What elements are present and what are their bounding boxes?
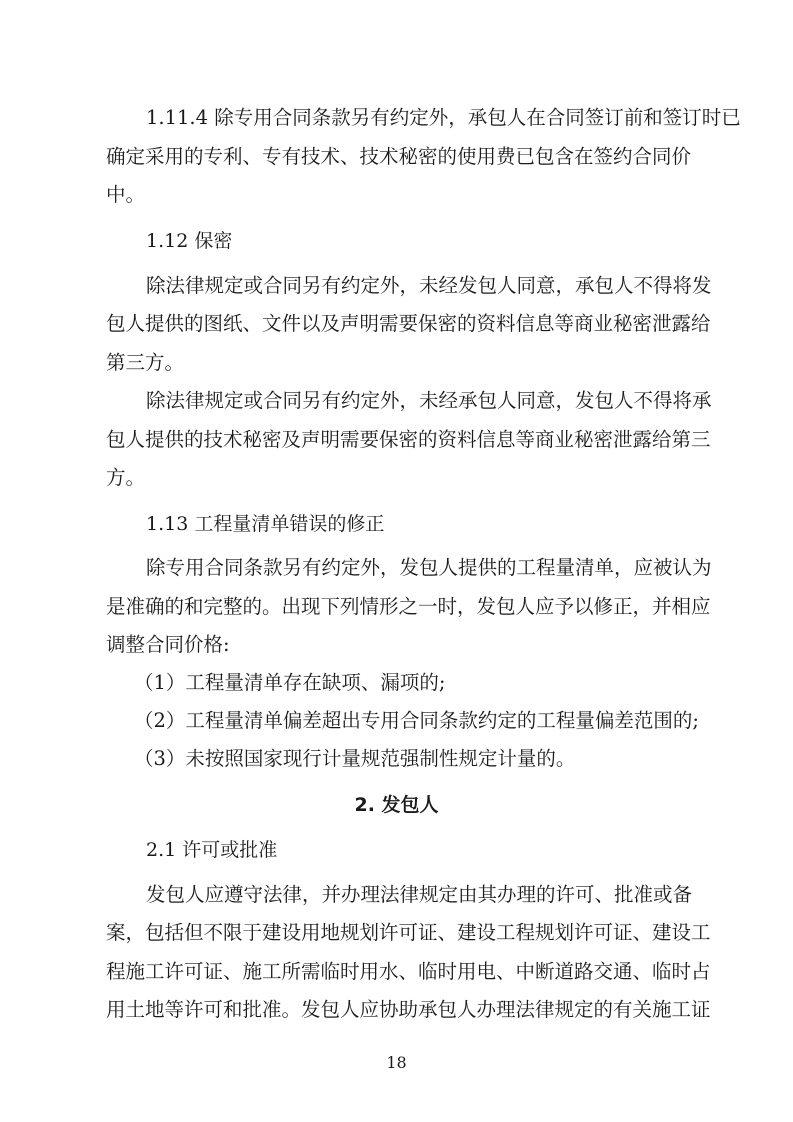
list-item: （2）工程量清单偏差超出专用合同条款约定的工程量偏差范围的; <box>134 709 699 732</box>
clause-1-11-4-line-3: 中。 <box>106 183 146 206</box>
list-item: （3）未按照国家现行计量规范强制性规定计量的。 <box>134 747 576 770</box>
section-number: 1.13 <box>146 513 189 535</box>
section-heading-2-1 <box>146 838 686 862</box>
paragraph-line: 除法律规定或合同另有约定外，未经发包人同意，承包人不得将发 <box>146 274 712 297</box>
paragraph-line: 包人提供的技术秘密及声明需要保密的资料信息等商业秘密泄露给第三 <box>106 428 711 451</box>
paragraph-line: 包人提供的图纸、文件以及声明需要保密的资料信息等商业秘密泄露给 <box>106 312 711 335</box>
section-number: 1.12 <box>146 230 189 252</box>
paragraph-line: 第三方。 <box>106 351 185 374</box>
paragraph-line: 调整合同价格: <box>106 633 230 656</box>
paragraph-line: 用土地等许可和批准。发包人应协助承包人办理法律规定的有关施工证 <box>106 998 711 1021</box>
section-title: 工程量清单错误的修正 <box>194 513 385 535</box>
paragraph-line: 除专用合同条款另有约定外，发包人提供的工程量清单，应被认为 <box>146 556 712 579</box>
section-heading-1-12 <box>146 229 686 253</box>
paragraph-line: 程施工许可证、施工所需临时用水、临时用电、中断道路交通、临时占 <box>106 960 711 983</box>
clause-1-11-4-line-1: 1.11.4 除专用合同条款另有约定外，承包人在合同签订前和签订时已 <box>146 106 741 129</box>
section-title: 保密 <box>194 230 233 252</box>
section-number: 2.1 <box>146 839 177 861</box>
clause-1-11-4-line-2: 确定采用的专利、专有技术、技术秘密的使用费已包含在签约合同价 <box>106 145 692 168</box>
paragraph-line: 发包人应遵守法律，并办理法律规定由其办理的许可、批准或备 <box>146 883 693 906</box>
paragraph-line: 案，包括但不限于建设用地规划许可证、建设工程规划许可证、建设工 <box>106 921 711 944</box>
paragraph-line: 是准确的和完整的。出现下列情形之一时，发包人应予以修正，并相应 <box>106 595 711 618</box>
list-item: （1）工程量清单存在缺项、漏项的; <box>134 671 446 694</box>
paragraph-line: 除法律规定或合同另有约定外，未经承包人同意，发包人不得将承 <box>146 389 712 412</box>
chapter-title: 2. 发包人 <box>354 794 439 816</box>
paragraph-line: 方。 <box>106 466 146 489</box>
page-number: 18 <box>386 1053 407 1072</box>
section-title: 许可或批准 <box>182 839 278 861</box>
section-heading-1-13 <box>146 512 686 536</box>
